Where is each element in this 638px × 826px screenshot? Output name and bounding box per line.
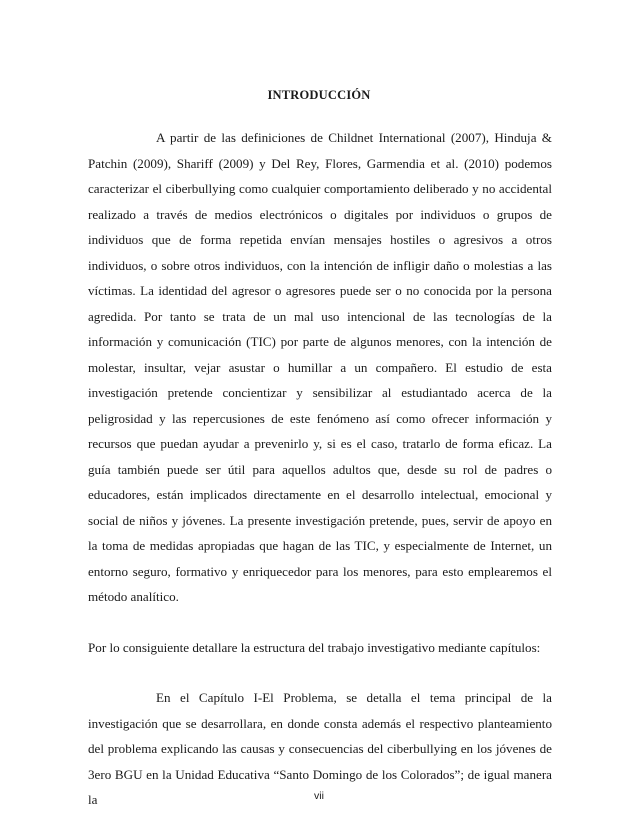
- document-body: [88, 125, 552, 813]
- paragraph-structure: Por lo consiguiente detallare la estructura del trabajo investigativo mediante capítulos:: [88, 639, 541, 655]
- page-number: vii: [314, 790, 324, 802]
- page-title: INTRODUCCIÓN: [267, 88, 371, 102]
- paragraph-chapter-1: En el Capítulo I-El Problema, se detalla el tema principal de la investigación que se desarrollara, en donde consta además el respectivo planteamiento del problema explicando las causas y consecuencias del ciberbullying en los jóvenes de 3ero BGU en la Unidad Educativa “Santo Domingo de los Colorados”; de igual manera la: [88, 690, 552, 807]
- paragraph-intro: A partir de las definiciones de Childnet International (2007), Hinduja & Patchin (2009), Shariff (2009) y Del Rey, Flores, Garmendia et al. (2010) podemos caracterizar el ciberbullying como cualquier comportamiento deliberado y no accidental realizado a través de medios electrónicos o digitales por individuos o grupos de individuos que de forma repetida envían mensajes hostiles o agresivos a otros individuos, o sobre otros individuos, con la intención de infligir daño o molestias a las víctimas. La identidad del agresor o agresores puede ser o no conocida por la persona agredida. Por tanto se trata de un mal uso intencional de las tecnologías de la información y comunicación (TIC) por parte de algunos menores, con la intención de molestar, insultar, vejar asustar o humillar a un compañero. El estudio de esta investigación pretende concientizar y sensibilizar al estudiantado acerca de la peligrosidad y las repercusiones de este fenómeno así como ofrecer información y recursos que puedan ayudar a prevenirlo y, si es el caso, tratarlo de forma eficaz. La guía también puede ser útil para aquellos adultos que, desde su rol de padres o educadores, están implicados directamente en el desarrollo intelectual, emocional y social de niños y jóvenes. La presente investigación pretende, pues, servir de apoyo en la toma de medidas apropiadas que hagan de las TIC, y especialmente de Internet, un entorno seguro, formativo y enriquecedor para los menores, para esto emplearemos el método analítico.: [88, 130, 552, 604]
